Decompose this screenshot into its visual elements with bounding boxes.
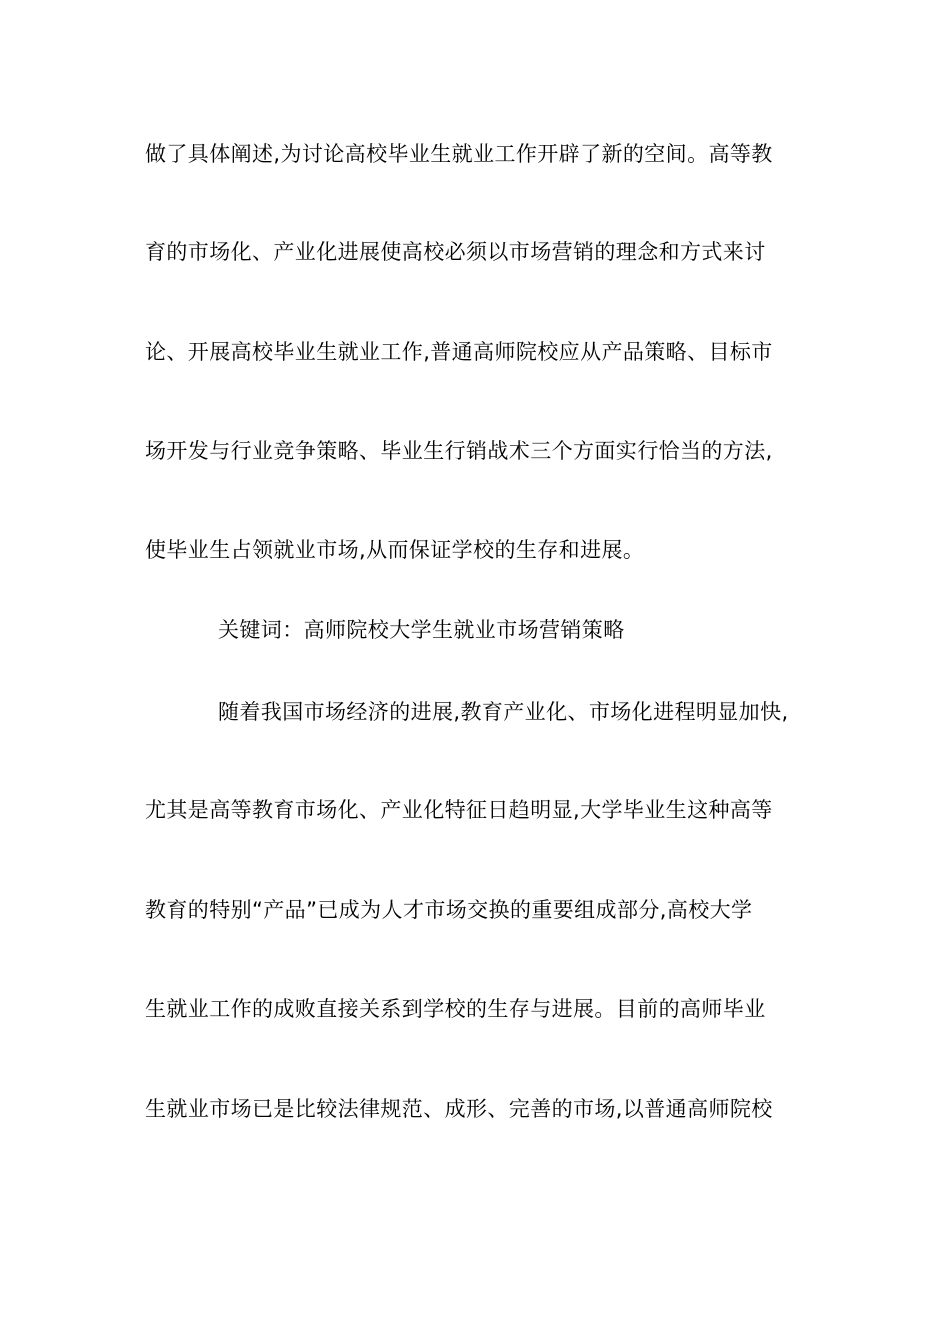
abstract-line-2: 育的市场化、产业化进展使高校必须以市场营销的理念和方式来讨 — [145, 240, 766, 264]
abstract-line-3: 论、开展高校毕业生就业工作,普通高师院校应从产品策略、目标市 — [145, 340, 773, 364]
keywords-line: 关键词：高师院校大学生就业市场营销策略 — [218, 618, 625, 642]
body-line-1: 随着我国市场经济的进展,教育产业化、市场化进程明显加快, — [218, 700, 789, 724]
abstract-line-1: 做了具体阐述,为讨论高校毕业生就业工作开辟了新的空间。高等教 — [145, 142, 773, 166]
body-line-4: 生就业工作的成败直接关系到学校的生存与进展。目前的高师毕业 — [145, 997, 766, 1021]
body-line-2: 尤其是高等教育市场化、产业化特征日趋明显,大学毕业生这种高等 — [145, 798, 773, 822]
body-line-3: 教育的特别“产品”已成为人才市场交换的重要组成部分,高校大学 — [145, 898, 753, 922]
abstract-line-4: 场开发与行业竞争策略、毕业生行销战术三个方面实行恰当的方法, — [145, 439, 773, 463]
abstract-line-5: 使毕业生占领就业市场,从而保证学校的生存和进展。 — [145, 538, 645, 562]
body-line-5: 生就业市场已是比较法律规范、成形、完善的市场,以普通高师院校 — [145, 1097, 773, 1121]
